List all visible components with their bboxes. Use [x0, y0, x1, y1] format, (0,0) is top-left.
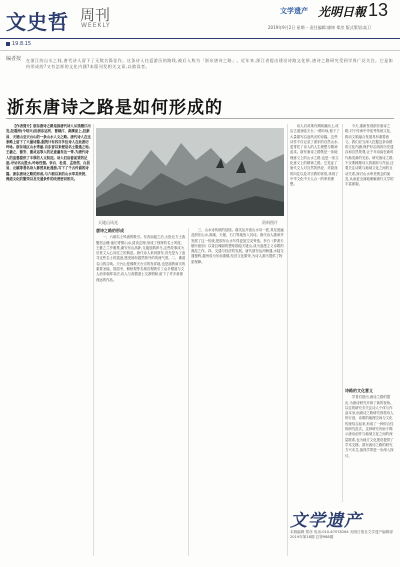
column-5-text: 今天,重新发现浙东唐诗之路,对于传承中华优秀传统文化、推动文旅融合发展具有重要意义。我们应当深入挖掘这条诗路的文化内涵,保护好沿线的历史遗存和自然景观,让千年诗韵在新时代焕发新的光彩。研究唐诗之路,不仅要梳理诗人的游踪与作品,还要关注诗歌与地域文化之间的互动关系,探讨山水审美观念的演变,从而更全面地理解唐代文学的丰富面貌。: [345, 124, 394, 187]
article-column-1: [6, 124, 92, 556]
section-tag: 文学遗产: [280, 7, 308, 15]
column-2-text: 一、六朝名士风流的吸引。东晋南渡之后,大批北方士族聚居会稽,他们寄情山水,清谈玄理,形成了独特的名士风度。王羲之兰亭雅集,谢安东山高卧,支遁放鹤养马,这些故事成为后世文人心向往之的典范。唐代诗人来到浙东,首先是为了追寻这些名士的遗迹,感受那份超然物外的风流气度。二、佛道名山的召唤。天台山是佛教天台宗的发祥地,也是道教南宗的重要圣地。国清寺、桐柏观等名刹宫观吸引了众多僧道与文人前来朝拜求法,诗人与高僧道士交游唱和,留下了许多意境深远的作品。: [96, 235, 186, 282]
masthead-subrule: [0, 50, 400, 51]
masthead-rule: [0, 38, 400, 39]
column-1-text: 【作者简介】浙东唐诗之路是指唐代诗人从钱塘江出发,经越州(今绍兴)沿浙东运河、曹娥江、剡溪而上,经新昌、天姥山至天台山的一条山水人文之路。唐代诗人在这条路上留下了大量诗篇,据统计有四百多位诗人在此游历吟咏。浙东地区山水秀丽,自东晋以来便是名士隐逸之地,王羲之、谢安、谢灵运等人的足迹遍布这一带,为唐代诗人的追慕提供了丰厚的人文积淀。诗人们沿着前贤的足迹,寻访名山胜水,吟咏性情。李白、杜甫、孟浩然、白居易、元稹等著名诗人都曾来此漫游,写下了千古传诵的诗篇。浙东唐诗之路的形成,与六朝以来的山水审美传统、佛道文化的繁荣以及交通条件的改善密切相关。: [6, 124, 91, 181]
section-subtitle: 周刊: [80, 6, 111, 24]
article-column-4: [290, 124, 340, 502]
column-divider: [287, 124, 288, 556]
sub-heading: 唐诗之路的形成: [96, 228, 124, 233]
footer-section-logo: 文学遗产: [290, 511, 362, 531]
column-6-text: 学者们指出,唐诗之路的提出,为唐诗研究开辟了新的视角。以往的研究多关注诗人个体与作品本身,而唐诗之路研究则将诗人的行迹、诗歌的地理空间与文化传统结合起来,形成了一种综合性的研究范式。这种研究有助于揭示唐诗创作与地域文化之间的深层联系,也为地方文化建设提供了学术支撑。浙东唐诗之路的研究方兴未艾,值得学界进一步深入探讨。: [345, 395, 394, 458]
article-column-5: [345, 124, 394, 384]
section-title: 文史哲: [6, 10, 69, 34]
sub-heading: 诗路的文化意义: [345, 388, 373, 393]
masthead: [0, 0, 400, 50]
column-divider: [342, 124, 343, 502]
editor-note-badge: 编者按: [6, 56, 22, 62]
article-headline: 浙东唐诗之路是如何形成的: [7, 98, 223, 118]
footer-info: 本版编辑 郑彦 电话:010-67078264 光明日报社文学遗产编辑部 2019年第18期 总第988期: [290, 530, 393, 539]
photo-credit: 资料图片: [262, 220, 278, 225]
article-photo: [96, 128, 284, 216]
section-subtitle-en: WEEKLY: [81, 22, 111, 29]
photo-caption: 天姥山风光: [98, 220, 118, 225]
date-text: 19.8.15: [12, 41, 32, 47]
article-column-3: [191, 228, 284, 556]
article-column-6: [345, 388, 394, 502]
article-column-2: [96, 228, 186, 556]
column-divider: [93, 124, 94, 556]
page-number: 13: [368, 0, 389, 20]
column-3-text: 三、山水诗传统的延续。谢灵运开创山水诗一派,其足迹遍及浙东山水,剡溪、天姥、石门等地皆入其诗。唐代诗人继承并发展了这一传统,把浙东山水写得更加空灵秀逸。李白《梦游天姥吟留别》以奇幻瑰丽的想象描绘天姥山,成为浪漫主义诗歌的典范之作。四、交通与经济的发展。唐代浙东运河畅通,水陆交通便利,越州成为东南重镇,经济文化繁荣,为诗人游历提供了物质保障。: [191, 228, 284, 264]
headline-rule: [6, 118, 394, 119]
column-divider: [188, 228, 189, 556]
mountain-landscape-image: [96, 128, 284, 216]
editor-note-text: 在浙江的山水之间,唐代诗人留下了无数名篇佳作。这条诗人往返游历的路线,被后人称为「浙东唐诗之路」。近年来,浙江省提出建设诗路文化带,唐诗之路研究受到学界广泛关注。它是如何形成的?又有怎样的文化内涵?本版刊发相关文章,以飨读者。: [26, 58, 394, 69]
issue-meta: 2019年9月2日 星期一 责任编辑:廖坤 郑彦 版式策划:高卫: [268, 25, 372, 30]
paper-logo: 光明日報: [318, 5, 367, 19]
square-bullet-icon: [6, 42, 10, 46]
date-line: [6, 41, 31, 47]
column-4-text: 诗人们或乘舟溯剡溪而上,或沿古道登临天台,一路吟咏,留下了大量描写沿途风光的诗篇。这些诗作不仅记录了浙东的自然山水,更寄托了诗人的人生理想与精神追求。浙东唐诗之路既是一条地理意义上的山水之路,也是一条文化意义上的精神之路。它见证了唐代文人对自然的热爱、对隐逸的向往以及对宗教的体悟,体现了中华文化中天人合一的审美理想。: [290, 124, 340, 187]
editor-note: [6, 56, 394, 90]
